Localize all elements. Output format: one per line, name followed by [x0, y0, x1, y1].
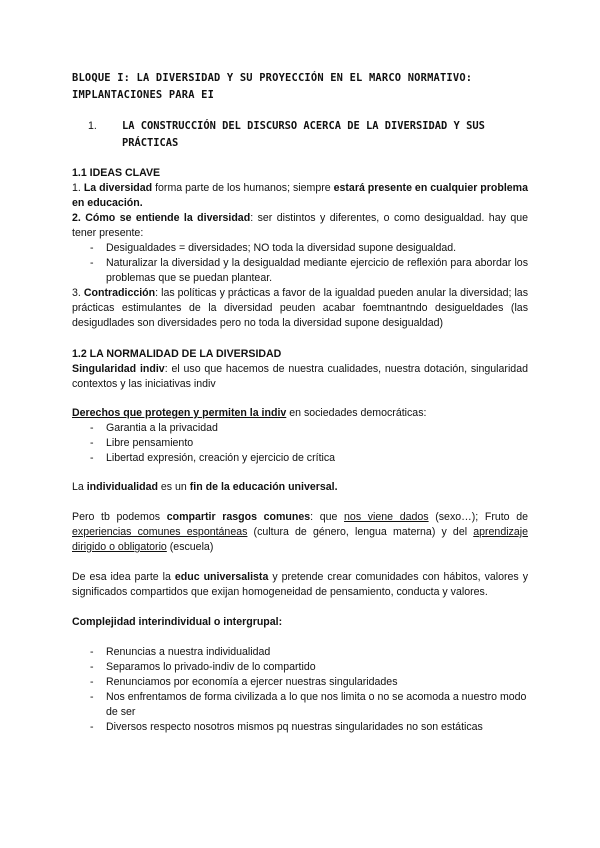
bold-run: compartir rasgos comunes [166, 511, 311, 523]
document-page [72, 70, 528, 735]
dash-bullet: - [90, 257, 94, 269]
list-item-text: Garantia a la privacidad [106, 422, 218, 434]
idea-3-bold: Contradicción [83, 287, 156, 299]
idea-number: 3. [72, 287, 81, 299]
bold-run: educ universalista [174, 571, 269, 583]
complejidad-heading: Complejidad interindividual o intergrupal: [72, 616, 283, 628]
text-run: De esa idea parte la [72, 571, 175, 583]
derechos-list [72, 421, 528, 466]
dash-bullet: - [90, 661, 94, 673]
paragraph-derechos [72, 406, 528, 421]
dash-bullet: - [90, 422, 94, 434]
section-heading-1 [72, 118, 528, 152]
complejidad-list [72, 645, 528, 735]
paragraph-individualidad [72, 480, 528, 495]
dash-bullet: - [90, 691, 94, 703]
dash-bullet: - [90, 721, 94, 733]
dash-bullet: - [90, 452, 94, 464]
text-run: (sexo…); Fruto de [428, 511, 528, 523]
paragraph-rasgos-comunes [72, 510, 528, 555]
heading-number: 1. [88, 120, 97, 132]
derechos-text: en sociedades democráticas: [286, 407, 427, 419]
text-run: Pero tb podemos [72, 511, 167, 523]
paragraph-idea-1 [72, 181, 528, 211]
list-item [72, 241, 528, 256]
bold-run: individualidad [86, 481, 158, 493]
text-run: (cultura de género, lengua materna) y del [247, 526, 474, 538]
list-item-text: Renuncias a nuestra individualidad [106, 646, 271, 658]
paragraph-idea-3 [72, 286, 528, 331]
list-item [72, 660, 528, 675]
list-item [72, 421, 528, 436]
idea-number: 1. [72, 182, 81, 194]
idea-1-bold: La diversidad [83, 182, 153, 194]
list-item [72, 436, 528, 451]
text-run: es un [157, 481, 190, 493]
list-item [72, 451, 528, 466]
dash-bullet: - [90, 437, 94, 449]
text-run: y pretende crear comunidades con hábitos, valores y significados compartidos que exijan homogeneidad de pensamiento, conducta y valores. [72, 571, 528, 598]
paragraph-idea-2 [72, 211, 528, 241]
idea-1-bold-end: estará presente en cualquier problema en educación. [72, 182, 528, 209]
list-item-text: Desigualdades = diversidades; NO toda la diversidad supone desigualdad. [106, 242, 457, 254]
paragraph-educ-universalista [72, 570, 528, 600]
singularidad-text: : el uso que hacemos de nuestra cualidades, nuestra dotación, singularidad contextos y las iniciativas indiv [72, 363, 528, 390]
list-item [72, 720, 528, 735]
document-title: BLOQUE I: LA DIVERSIDAD Y SU PROYECCIÓN EN EL MARCO NORMATIVO: IMPLANTACIONES PARA EI [72, 72, 473, 101]
dash-bullet: - [90, 646, 94, 658]
list-item [72, 690, 528, 720]
text-run: La [72, 481, 87, 493]
list-item-text: Libertad expresión, creación y ejercicio de crítica [106, 452, 336, 464]
list-item-text: Renunciamos por economía a ejercer nuestras singularidades [106, 676, 398, 688]
derechos-underlined: Derechos que protegen y permiten la indiv [72, 407, 287, 419]
list-item [72, 675, 528, 690]
heading-text: LA CONSTRUCCIÓN DEL DISCURSO ACERCA DE LA DIVERSIDAD Y SUS PRÁCTICAS [122, 120, 485, 149]
text-run: : que [310, 511, 345, 523]
paragraph-singularidad [72, 362, 528, 392]
list-item-text: Libre pensamiento [106, 437, 194, 449]
bold-run: fin de la educación universal. [189, 481, 338, 493]
list-item-text: Separamos lo privado-indiv de lo compartido [106, 661, 316, 673]
subsection-heading-1-1: 1.1 IDEAS CLAVE [72, 167, 161, 179]
idea-3-text: : las políticas y prácticas a favor de la igualdad pueden anular la diversidad; las prácticas estimulantes de la diversidad peuden acabar foemtnantndo desigueldades (las desigudlades son diversidades pero no toda la diversidad supone desigualdad) [72, 287, 528, 329]
underlined-run: nos viene dados [344, 511, 429, 523]
idea-2-bold: 2. Cómo se entiende la diversidad [72, 212, 251, 224]
list-item-text: Nos enfrentamos de forma civilizada a lo que nos limita o no se acomoda a nuestro modo de ser [106, 691, 527, 718]
underlined-run: aprendizaje dirigido o obligatorio [72, 526, 528, 553]
list-item [72, 645, 528, 660]
subsection-heading-1-2: 1.2 LA NORMALIDAD DE LA DIVERSIDAD [72, 348, 282, 360]
text-run: (escuela) [166, 541, 214, 553]
underlined-run: experiencias comunes espontáneas [72, 526, 248, 538]
dash-bullet: - [90, 242, 94, 254]
singularidad-bold: Singularidad indiv [72, 363, 165, 375]
list-item-text: Diversos respecto nosotros mismos pq nuestras singularidades no son estáticas [106, 721, 483, 733]
list-item-text: Naturalizar la diversidad y la desigualdad mediante ejercicio de reflexión para abordar los problemas que se puedan plantear. [106, 257, 528, 284]
idea-2-list [72, 241, 528, 286]
idea-1-text: forma parte de los humanos; siempre [155, 182, 331, 194]
dash-bullet: - [90, 676, 94, 688]
idea-2-text: : ser distintos y diferentes, o como desigualdad. hay que tener presente: [72, 212, 528, 239]
list-item [72, 256, 528, 286]
